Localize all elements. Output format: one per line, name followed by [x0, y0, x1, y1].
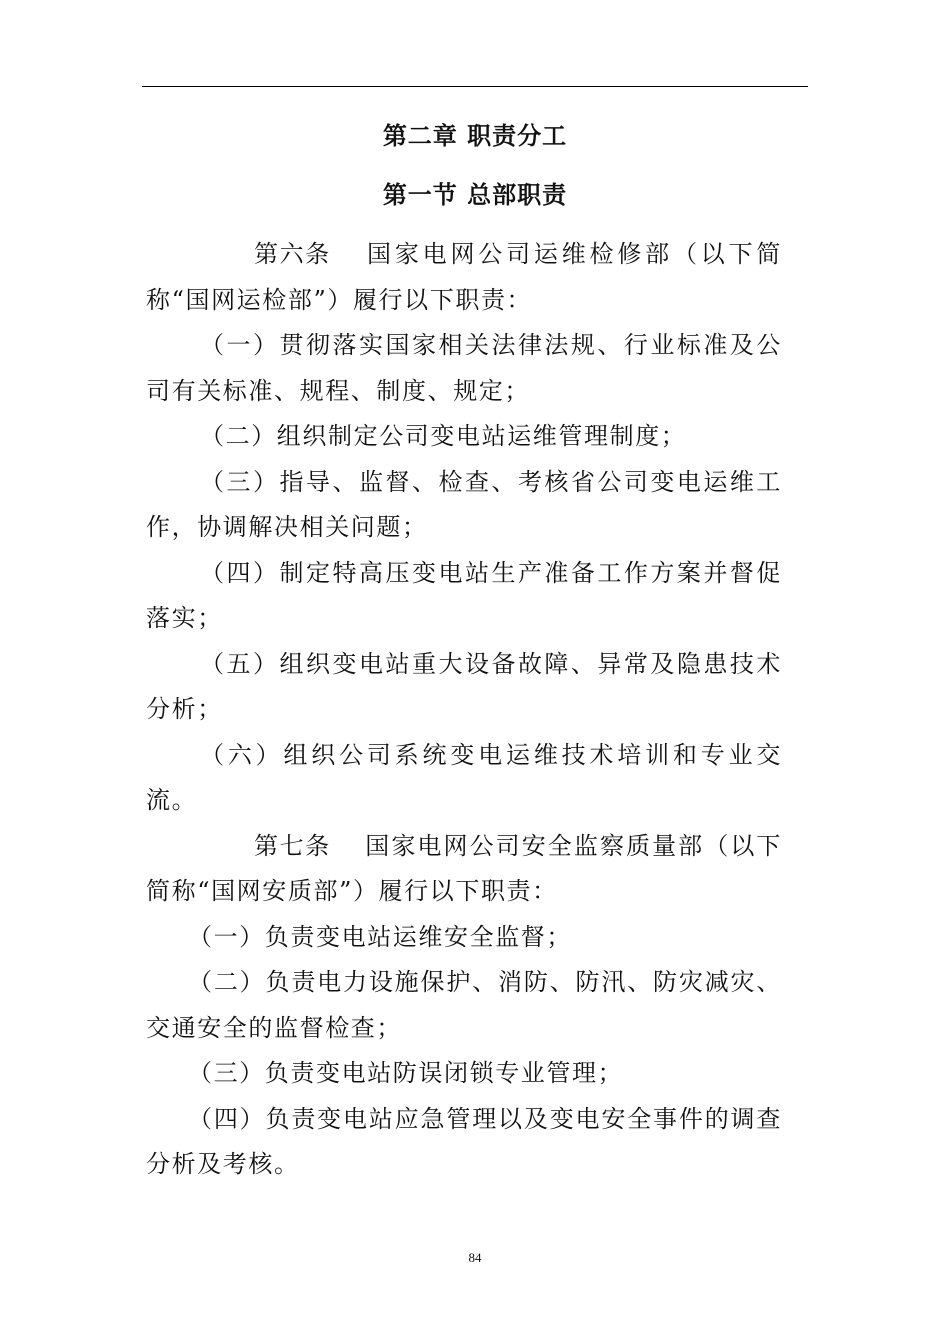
article-6-item-6: （六）组织公司系统变电运维技术培训和专业交流。 — [146, 740, 782, 814]
article-7-item-1: （一）负责变电站运维安全监督； — [188, 922, 572, 951]
article-6-item-5: （五）组织变电站重大设备故障、异常及隐患技术分析； — [146, 649, 782, 723]
chapter-title: 第二章 职责分工 — [382, 122, 568, 150]
page-number: 84 — [468, 1250, 482, 1265]
article-6-item-1: （一）贯彻落实国家相关法律法规、行业标准及公司有关标准、规程、制度、规定； — [146, 331, 782, 405]
article-7-number: 第七条 — [254, 831, 331, 860]
article-6-number: 第六条 — [254, 240, 331, 268]
article-6-item-2: （二）组织制定公司变电站运维管理制度； — [200, 422, 687, 450]
article-7-item-4: （四）负责变电站应急管理以及变电安全事件的调查分析及考核。 — [146, 1104, 782, 1178]
section-title: 第一节 总部职责 — [382, 181, 568, 209]
article-7-text: 国家电网公司安全监察质量部（以下简称“国网安质部”）履行以下职责： — [146, 831, 782, 905]
header-rule — [142, 86, 808, 87]
article-6-item-4: （四）制定特高压变电站生产准备工作方案并督促落实； — [146, 558, 782, 632]
article-7-item-3: （三）负责变电站防误闭锁专业管理； — [188, 1059, 624, 1087]
article-6-text: 国家电网公司运维检修部（以下简称“国网运检部”）履行以下职责： — [146, 240, 782, 314]
body-text — [146, 232, 782, 1188]
article-6-item-3: （三）指导、监督、检查、考核省公司变电运维工作，协调解决相关问题； — [146, 467, 782, 541]
article-7-item-2: （二）负责电力设施保护、消防、防汛、防灾减灾、交通安全的监督检查； — [146, 968, 782, 1042]
article-6 — [146, 232, 782, 323]
article-7 — [146, 824, 782, 915]
